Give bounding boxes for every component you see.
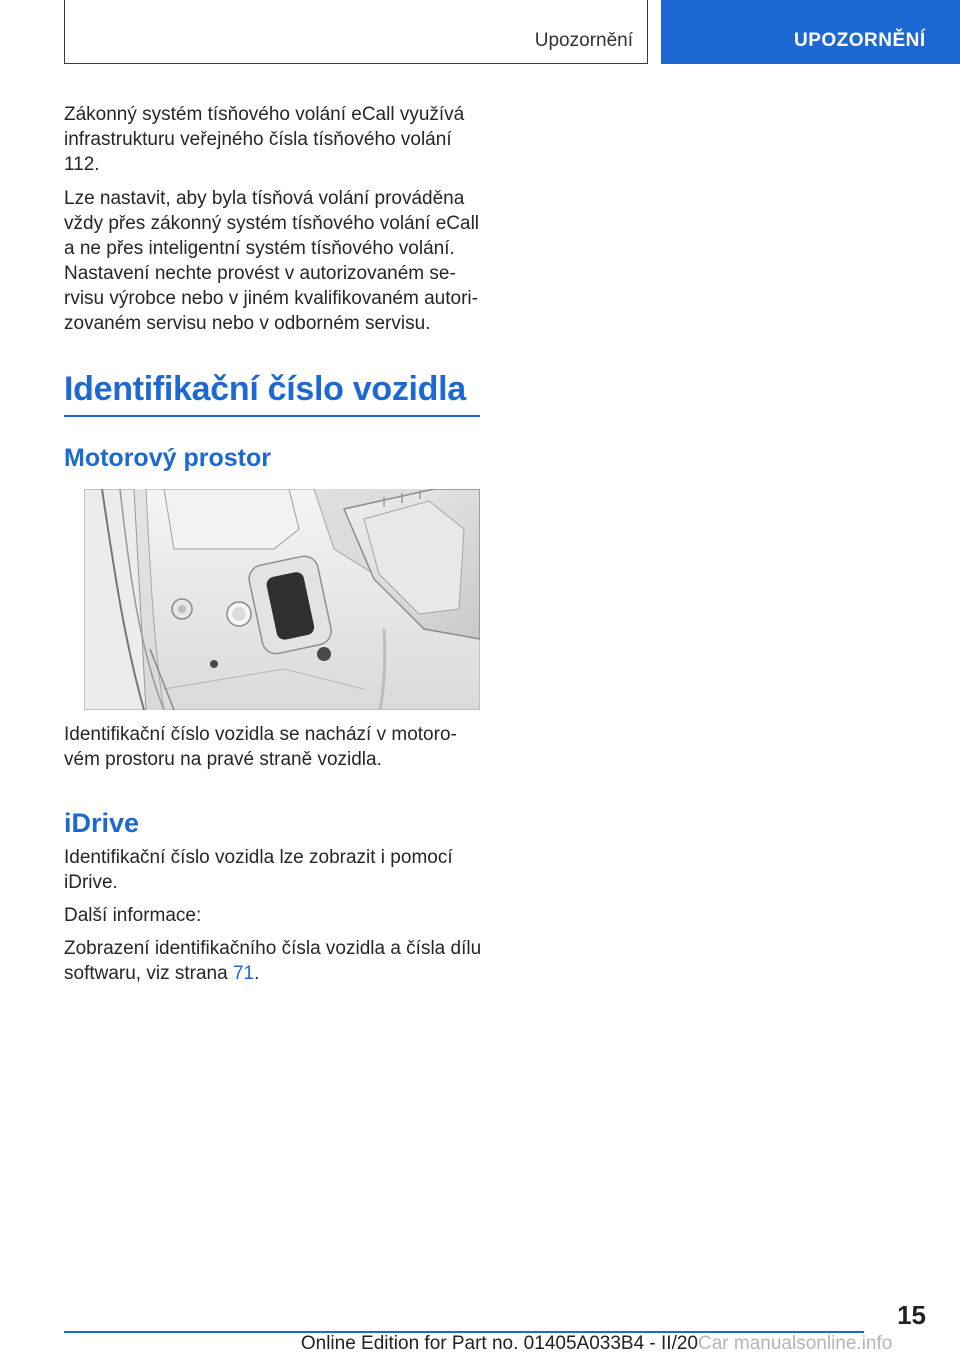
text-line: vždy přes zákonný systém tísňového volání eCall bbox=[64, 213, 480, 234]
section-title-rule bbox=[64, 415, 480, 417]
engine-bay-heading: Motorový prostor bbox=[64, 444, 271, 472]
page-number: 15 bbox=[897, 1300, 926, 1330]
text-line: vém prostoru na pravé straně vozidla. bbox=[64, 749, 382, 770]
text-line: infrastrukturu veřejného čísla tísňového volání bbox=[64, 129, 452, 150]
text-line: softwaru, viz strana bbox=[64, 963, 233, 984]
idrive-paragraph-3 bbox=[64, 936, 484, 986]
text-line: a ne přes inteligentní systém tísňového volání. bbox=[64, 238, 455, 259]
header-chapter-tab[interactable] bbox=[661, 0, 960, 64]
footer-watermark: Car manualsonline.info bbox=[698, 1333, 893, 1354]
text-punctuation: . bbox=[254, 963, 260, 984]
text-line: Nastavení nechte provést v autorizovaném se‐ bbox=[64, 263, 456, 284]
text-line: Zákonný systém tísňového volání eCall využívá bbox=[64, 104, 465, 125]
header-section-box bbox=[64, 0, 648, 64]
intro-paragraph-2 bbox=[64, 186, 484, 336]
text-line: Lze nastavit, aby byla tísňová volání prováděna bbox=[64, 188, 465, 209]
text-line: zovaném servisu nebo v odborném servisu. bbox=[64, 313, 431, 334]
engine-bay-caption bbox=[64, 722, 484, 772]
text-line: Identifikační číslo vozidla lze zobrazit i pomocí bbox=[64, 847, 453, 868]
page-reference-link[interactable]: 71 bbox=[232, 963, 255, 984]
idrive-paragraph-1 bbox=[64, 845, 484, 895]
intro-paragraph-1 bbox=[64, 102, 484, 177]
idrive-paragraph-2: Další informace: bbox=[64, 905, 202, 926]
text-line: iDrive. bbox=[64, 872, 118, 893]
text-line: Zobrazení identifikačního čísla vozidla a čísla dílu bbox=[64, 938, 482, 959]
idrive-heading: iDrive bbox=[64, 808, 140, 838]
text-line: Identifikační číslo vozidla se nachází v motoro‐ bbox=[64, 724, 457, 745]
header-section-title: Upozornění bbox=[534, 30, 633, 51]
text-line: rvisu výrobce nebo v jiném kvalifikovaném autori‐ bbox=[64, 288, 478, 309]
header-chapter-label: UPOZORNĚNÍ bbox=[794, 30, 926, 51]
section-title: Identifikační číslo vozidla bbox=[64, 370, 466, 408]
text-line: 112. bbox=[64, 154, 100, 175]
footer-edition: Online Edition for Part no. 01405A033B4 - II/20 bbox=[300, 1333, 698, 1354]
engine-bay-illustration bbox=[84, 489, 480, 710]
